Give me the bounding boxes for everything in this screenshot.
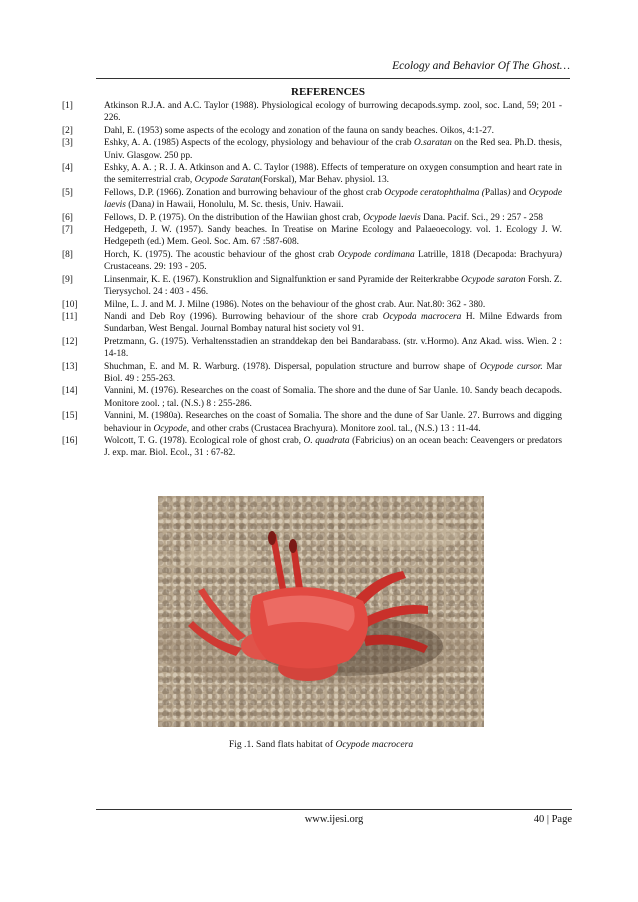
species-name: Ocypode ceratophthalma (: [384, 187, 485, 198]
reference-text-part: Atkinson R.J.A. and A.C. Taylor (1988). Physiological ecology of burrowing decapods.symp. zool, soc. Land, 59; 201 - 226.: [104, 101, 562, 124]
reference-item: [62, 137, 562, 162]
species-name: Ocypode Saratan: [194, 175, 260, 186]
reference-text-part: Crustaceans. 29: 193 - 205.: [104, 262, 207, 273]
species-name: Ocypode laevis: [104, 187, 563, 211]
reference-text: [104, 336, 562, 361]
reference-text: [104, 299, 562, 311]
reference-text-part: Hedgepeth, J. W. (1957). Sandy beaches. In Treatise on Marine Ecology and Palaeoecology. vol. 1. Ecology J. W. Hedgepeth (ed.) Mem. Geol. Soc. Am. 67 :587-608.: [104, 225, 562, 248]
reference-text: [104, 125, 562, 137]
page-number: 40 | Page: [533, 814, 572, 825]
reference-text: [104, 100, 562, 125]
reference-item: [62, 212, 562, 224]
reference-number: [8]: [62, 249, 73, 260]
reference-text-part: Shuchman, E. and M. R. Warburg. (1978). Dispersal, population structure and burrow shape of: [104, 361, 480, 372]
reference-number: [9]: [62, 274, 73, 285]
page-footer: [96, 809, 572, 825]
species-name: O. quadrata: [303, 435, 350, 446]
species-name: Ocypode: [337, 249, 372, 260]
crab-illustration: [158, 496, 484, 727]
reference-number: [2]: [62, 125, 73, 136]
species-name: Ocypoda macrocera: [382, 311, 462, 322]
reference-text-part: (Fabricius) on an ocean beach: Ceavengers or predators J. exp. mar. Biol. Ecol., 31 : 67-82.: [104, 435, 562, 459]
reference-text: [104, 311, 562, 336]
caption-species: Ocypode macrocera: [335, 739, 414, 750]
species-name: Ocypode saraton: [461, 274, 526, 285]
footer-site-link[interactable]: www.ijesi.org: [304, 814, 364, 825]
reference-text-part: Vannini, M. (1980a). Researches on the coast of Somalia. The shore and the dune of Sar Uanle. 27. Burrows and digging behaviour in: [104, 411, 562, 434]
reference-number: [4]: [62, 163, 73, 174]
reference-text-part: Pretzmann, G. (1975). Verhaltensstadien an stranddekap den bei Bandarabass. (str. v.Hormo). Anz Akad. wiss. Wien. 2 : 14-18.: [104, 336, 562, 360]
reference-item: [62, 299, 562, 311]
reference-text-part: Dana. Pacif. Sci., 29 : 257 - 258: [420, 212, 543, 223]
reference-text-part: , and other crabs (Crustacea Brachyura). Monitore zool. tal., (N.S.) 13 : 11-44.: [186, 423, 481, 434]
reference-text: [104, 361, 562, 386]
reference-text-part: Horch, K. (1975). The acoustic behaviour of the ghost crab: [104, 249, 338, 260]
reference-text-part: on the Red sea. Ph.D. thesis, Univ. Glasgow. 250 pp.: [104, 138, 562, 161]
caption-text: Fig .1. Sand flats habitat of: [228, 739, 336, 750]
reference-item: [62, 249, 562, 274]
reference-text-part: Latrille, 1818 (Decapoda: Brachyura: [414, 249, 559, 260]
reference-item: [62, 385, 562, 410]
reference-text-part: Fellows, D. P. (1975). On the distribution of the Hawiian ghost crab,: [104, 212, 364, 223]
reference-number: [13]: [62, 361, 78, 372]
reference-text-part: Mar Biol. 49 : 255-263.: [104, 361, 562, 384]
reference-item: [62, 162, 562, 187]
reference-number: [16]: [62, 435, 78, 446]
reference-number: [11]: [62, 311, 78, 322]
reference-text: [104, 410, 562, 435]
reference-text-part: Eshky, A. A. (1985) Aspects of the ecology, physiology and behaviour of the crab: [104, 138, 415, 149]
figure-caption: [0, 739, 638, 750]
reference-text-part: Nandi and Deb Roy (1996). Burrowing behaviour of the shore crab: [104, 311, 383, 322]
reference-text-part: in Hawaii, Honolulu, M. Sc. thesis, Univ. Hawaii.: [154, 200, 344, 211]
references-heading: REFERENCES: [291, 86, 365, 98]
reference-item: [62, 336, 562, 361]
reference-text-part: Pallas: [484, 187, 508, 198]
species-name: Ocypode: [153, 423, 187, 434]
reference-text-part: (Dana: [125, 200, 152, 211]
reference-text: [104, 274, 562, 299]
reference-text: [104, 137, 562, 162]
reference-text: [104, 385, 562, 410]
species-name: ): [558, 249, 563, 260]
reference-text: [104, 212, 562, 224]
reference-item: [62, 311, 562, 336]
reference-number: [14]: [62, 386, 78, 397]
reference-item: [62, 435, 562, 460]
species-name: Ocypode laevis: [363, 212, 421, 223]
reference-text-part: Eshky, A. A. ; R. J. A. Atkinson and A. C. Taylor (1988). Effects of temperature on oxygen consumption and heart rate in the semiterrestrial crab,: [104, 163, 562, 186]
species-name: Ocypode cursor.: [480, 361, 543, 372]
reference-item: [62, 410, 562, 435]
reference-number: [7]: [62, 225, 73, 236]
reference-item: [62, 361, 562, 386]
reference-item: [62, 187, 562, 212]
reference-text: [104, 162, 562, 187]
reference-item: [62, 100, 562, 125]
reference-number: [15]: [62, 411, 78, 422]
reference-text-part: Wolcott, T. G. (1978). Ecological role of ghost crab,: [104, 435, 304, 446]
running-title: Ecology and Behavior Of The Ghost…: [392, 60, 570, 72]
reference-text-part: Vannini, M. (1976). Researches on the coast of Somalia. The shore and the dune of Sar Uanle. 10. Sandy beach decapods. Monitore zool. ; tal. (N.S.) 8 : 255-286.: [104, 386, 562, 409]
reference-text-part: Milne, L. J. and M. J. Milne (1986). Notes on the behaviour of the ghost crab. Aur. Nat.80: 362 - 380.: [104, 299, 486, 310]
reference-text: [104, 187, 562, 212]
reference-number: [5]: [62, 187, 73, 198]
reference-text: [104, 224, 562, 249]
species-name: O.saratan: [414, 138, 452, 149]
reference-text: [104, 249, 562, 274]
reference-item: [62, 125, 562, 137]
reference-number: [12]: [62, 336, 78, 347]
reference-text-part: Forsh. Z. Tierysychol. 24 : 403 - 456.: [104, 274, 562, 298]
reference-text-part: Dahl, E. (1953) some aspects of the ecology and zonation of the fauna on sandy beaches. Oikos, 4:1-27.: [104, 125, 494, 136]
reference-text-part: (Forskal), Mar Behav. physiol. 13.: [259, 175, 390, 186]
reference-item: [62, 224, 562, 249]
reference-number: [3]: [62, 138, 73, 149]
reference-text-part: Fellows, D.P. (1966). Zonation and burrowing behaviour of the ghost crab: [104, 187, 385, 198]
reference-text-part: Linsenmair, K. E. (1967). Konstruklion and Signalfunktion er sand Pyramide der Reiterkrabbe: [104, 274, 462, 285]
reference-text-part: H. Milne Edwards from Sundarban, West Bengal. Journal Bombay natural hist society vol 91.: [104, 311, 562, 335]
reference-number: [1]: [62, 101, 73, 111]
reference-number: [6]: [62, 212, 73, 223]
reference-item: [62, 274, 562, 299]
reference-text: [104, 435, 562, 460]
references-list: [62, 100, 562, 460]
species-name: ): [507, 187, 511, 198]
species-name: ): [151, 200, 155, 211]
running-header: [96, 60, 570, 79]
crab-photo: [158, 496, 484, 727]
species-name: cordimana: [374, 249, 415, 260]
reference-number: [10]: [62, 299, 78, 310]
reference-text-part: and: [510, 187, 529, 198]
